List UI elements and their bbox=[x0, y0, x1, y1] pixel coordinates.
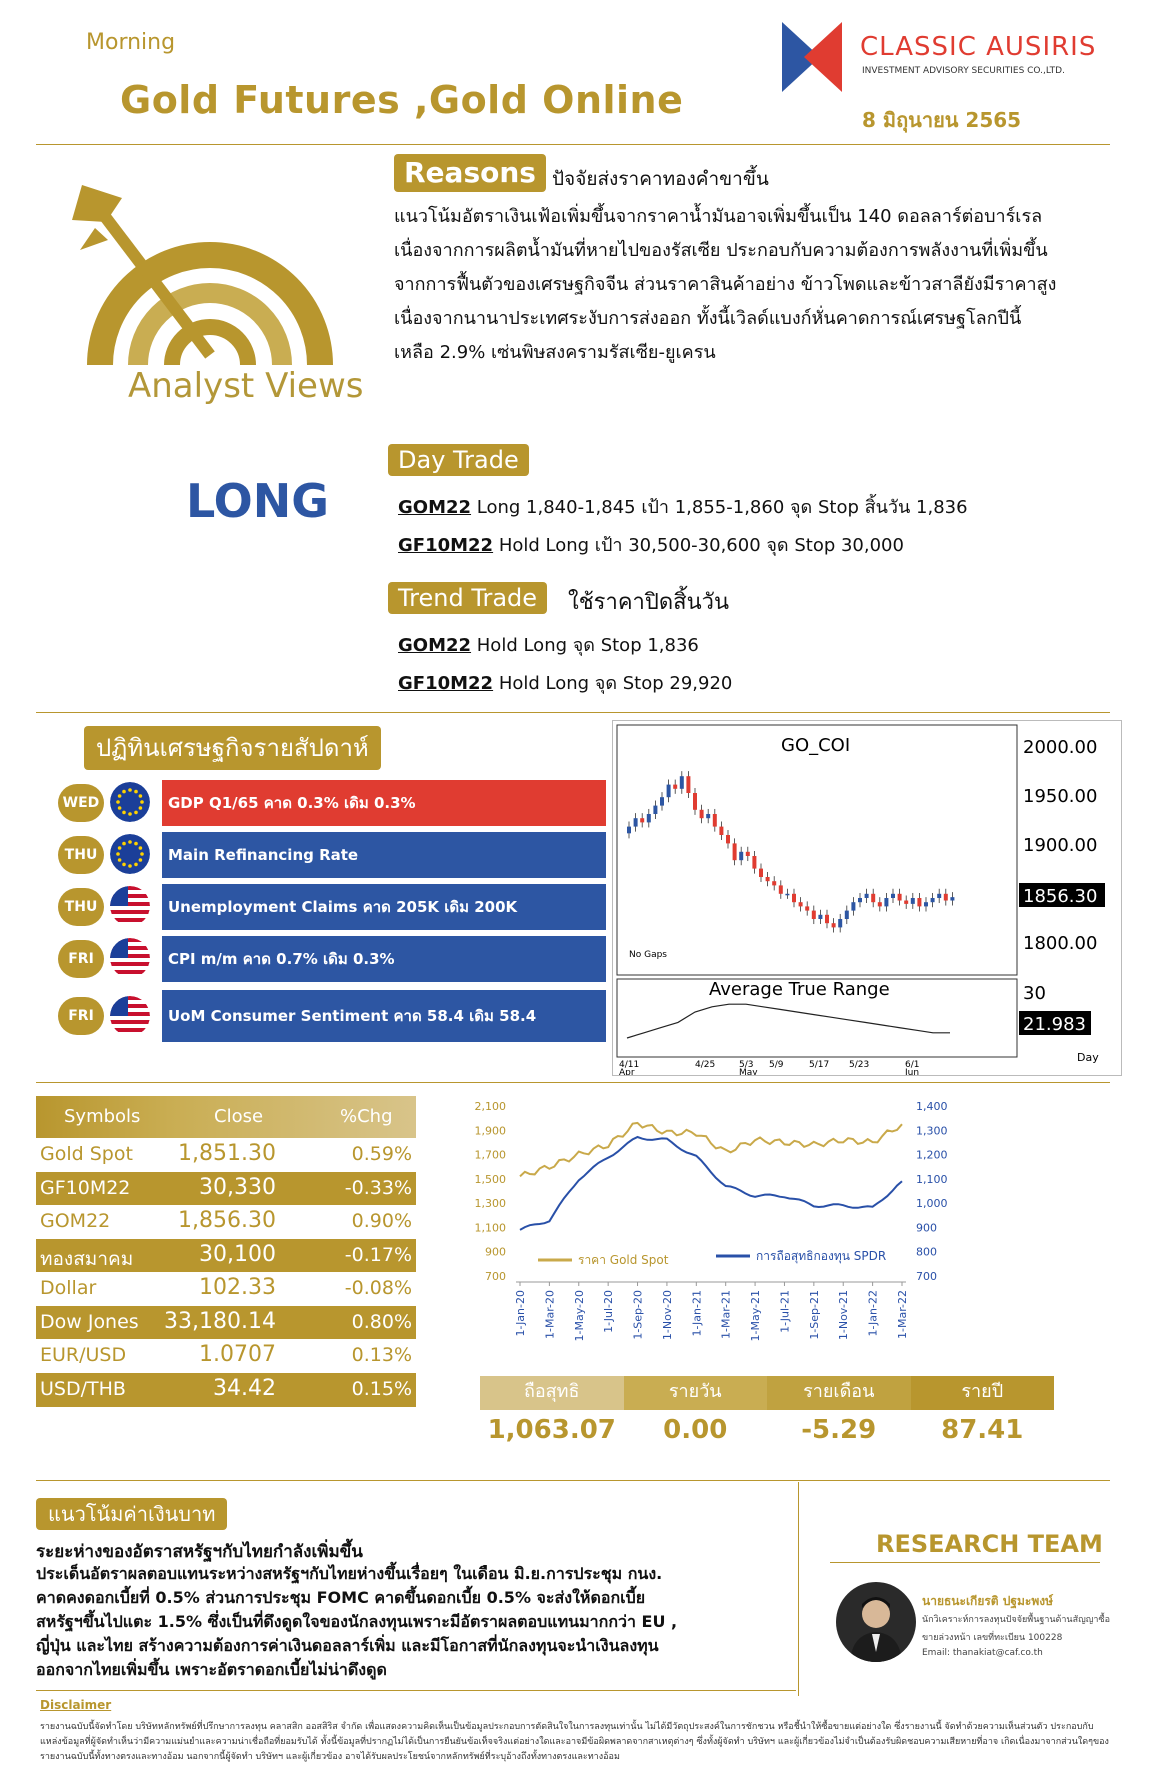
row-close: 1,856.30 bbox=[178, 1208, 276, 1233]
baht-body bbox=[36, 1562, 796, 1682]
legend-gold-spot: ราคา Gold Spot bbox=[578, 1253, 669, 1267]
reasons-heading: ปัจจัยส่งราคาทองคำขาขึ้น bbox=[552, 168, 769, 190]
candle bbox=[693, 793, 697, 810]
row-chg: 0.90% bbox=[351, 1210, 412, 1232]
page-title: Gold Futures ,Gold Online bbox=[120, 78, 684, 122]
last-price-label: 1856.30 bbox=[1023, 886, 1098, 907]
reasons-tag: Reasons bbox=[394, 154, 546, 192]
event-day: FRI bbox=[58, 940, 104, 978]
baht-tag: แนวโน้มค่าเงินบาท bbox=[36, 1498, 227, 1530]
calendar-event bbox=[58, 832, 606, 878]
kicker: Morning bbox=[86, 30, 176, 55]
trend-trade-line bbox=[398, 668, 732, 697]
row-close: 102.33 bbox=[199, 1275, 276, 1300]
candle bbox=[667, 785, 671, 798]
brand-subtitle: INVESTMENT ADVISORY SECURITIES CO.,LTD. bbox=[862, 66, 1065, 76]
brand-logo bbox=[782, 22, 842, 92]
candle bbox=[851, 902, 855, 910]
candle bbox=[746, 852, 750, 856]
row-chg: 0.15% bbox=[351, 1377, 412, 1400]
y-right-tick-label: 900 bbox=[916, 1221, 937, 1235]
x-tick-label: 1-Nov-21 bbox=[837, 1290, 851, 1341]
x-date-label: 5/3 bbox=[739, 1060, 754, 1070]
no-gaps-label: No Gaps bbox=[629, 950, 667, 960]
row-close: 1.0707 bbox=[199, 1342, 276, 1367]
row-symbol: EUR/USD bbox=[40, 1344, 127, 1366]
spdr-value: 1,063.07 bbox=[487, 1415, 616, 1445]
table-row bbox=[36, 1306, 416, 1340]
x-tick-label: 1-Nov-20 bbox=[660, 1290, 674, 1341]
y-left-tick-label: 1,300 bbox=[474, 1197, 506, 1211]
gold-spot-series bbox=[520, 1123, 902, 1177]
candle bbox=[878, 902, 882, 906]
candle bbox=[726, 835, 730, 843]
x-tick-label: 1-Jan-21 bbox=[690, 1290, 704, 1337]
spdr-header: ถือสุทธิ bbox=[480, 1376, 624, 1410]
row-close: 33,180.14 bbox=[164, 1308, 276, 1334]
spdr-value: 87.41 bbox=[941, 1415, 1024, 1445]
x-date-label: 4/11 bbox=[619, 1060, 640, 1070]
gold-spdr-chart bbox=[462, 1090, 1022, 1360]
y-left-tick-label: 1,500 bbox=[474, 1172, 506, 1186]
reasons-line: แนวโน้มอัตราเงินเฟ้อเพิ่มขึ้นจากราคาน้ำมันอาจเพิ่มขึ้นเป็น 140 ดอลลาร์ต่อบาร์เรล bbox=[394, 206, 1043, 227]
spdr-holdings-series bbox=[520, 1137, 902, 1230]
y-left-tick-label: 900 bbox=[485, 1245, 506, 1259]
trend-trade-text: Hold Long จุด Stop 1,836 bbox=[471, 635, 699, 656]
us-flag-icon bbox=[110, 938, 150, 978]
header-chg: %Chg bbox=[340, 1106, 393, 1127]
row-close: 34.42 bbox=[213, 1375, 276, 1401]
candle bbox=[805, 906, 809, 910]
event-day: THU bbox=[58, 836, 104, 874]
candle bbox=[627, 827, 631, 834]
day-trade-text: Long 1,840-1,845 เป้า 1,855-1,860 จุด Stop สิ้นวัน 1,836 bbox=[471, 497, 968, 518]
x-tick-label: 1-Mar-21 bbox=[719, 1290, 733, 1339]
row-close: 30,100 bbox=[199, 1241, 276, 1267]
row-symbol: GF10M22 bbox=[40, 1176, 131, 1199]
us-flag-icon bbox=[110, 996, 150, 1036]
event-text: CPI m/m คาด 0.7% เดิม 0.3% bbox=[162, 936, 606, 982]
candle bbox=[799, 902, 803, 906]
y-left-tick-label: 1,900 bbox=[474, 1124, 506, 1138]
y-right-tick-label: 800 bbox=[916, 1245, 937, 1259]
x-month-label: May bbox=[739, 1068, 758, 1075]
candle bbox=[937, 894, 941, 898]
x-tick-label: 1-Sep-20 bbox=[631, 1290, 645, 1340]
candle bbox=[700, 810, 704, 818]
spdr-header: รายวัน bbox=[624, 1376, 768, 1410]
divider bbox=[36, 1480, 1110, 1481]
x-tick-label: 1-May-20 bbox=[572, 1290, 586, 1342]
calendar-event bbox=[58, 884, 606, 930]
atr-title: Average True Range bbox=[709, 979, 890, 1000]
table-row bbox=[36, 1205, 416, 1240]
candle bbox=[845, 911, 849, 919]
event-day: WED bbox=[58, 784, 104, 822]
x-month-label: Apr bbox=[619, 1068, 635, 1075]
candle bbox=[818, 915, 822, 919]
candle bbox=[911, 898, 915, 904]
candle bbox=[719, 827, 723, 835]
baht-line: สหรัฐฯขึ้นไปแตะ 1.5% ซึ่งเป็นที่ดึงดูดใจของนักลงทุนเพราะมีอัตราผลตอบแทนมากกว่า EU , bbox=[36, 1612, 678, 1631]
divider bbox=[36, 712, 1110, 713]
row-chg: -0.08% bbox=[344, 1277, 412, 1299]
x-date-label: 6/1 bbox=[905, 1060, 920, 1070]
candle bbox=[898, 894, 902, 901]
analyst-email: Email: thanakiat@caf.co.th bbox=[922, 1648, 1043, 1658]
analyst-avatar bbox=[836, 1582, 916, 1662]
reasons-line: เนื่องจากการผลิตน้ำมันที่หายไปของรัสเซีย ประกอบกับความต้องการพลังงานที่เพิ่มขึ้น bbox=[394, 240, 1048, 261]
baht-line: ออกจากไทยเพิ่มขึ้น เพราะอัตราดอกเบี้ยไม่น่าดึงดูด bbox=[36, 1660, 387, 1679]
trend-trade-symbol: GOM22 bbox=[398, 635, 472, 656]
analyst-role: นักวิเคราะห์การลงทุนปัจจัยพื้นฐานด้านสัญญาซื้อ bbox=[922, 1615, 1110, 1625]
analyst-views-label: Analyst Views bbox=[128, 366, 364, 406]
candle bbox=[924, 902, 928, 906]
reasons-line: จากการฟื้นตัวของเศรษฐกิจจีน ส่วนราคาสินค้าอย่าง ข้าวโพดและข้าวสาลียังมีราคาสูง bbox=[394, 274, 1057, 295]
table-row bbox=[36, 1239, 416, 1273]
spdr-header: รายปี bbox=[911, 1376, 1055, 1410]
research-underline bbox=[830, 1562, 1100, 1563]
candle bbox=[706, 814, 710, 818]
day-trade-symbol: GF10M22 bbox=[398, 535, 494, 556]
x-tick-label: 1-Mar-22 bbox=[896, 1290, 909, 1339]
day-trade-line bbox=[398, 492, 968, 521]
x-tick-label: 1-Mar-20 bbox=[543, 1290, 557, 1339]
candle bbox=[950, 897, 954, 900]
candle bbox=[766, 877, 770, 881]
spdr-stats bbox=[480, 1376, 1054, 1450]
y-right-tick-label: 1,300 bbox=[916, 1124, 948, 1138]
table-row bbox=[36, 1172, 416, 1206]
row-symbol: Gold Spot bbox=[40, 1143, 133, 1165]
reasons-line: เนื่องจากนานาประเทศระงับการส่งออก ทั้งนี้เวิลด์แบงก์หั่นคาดการณ์เศรษฐโลกปีนี้ bbox=[394, 308, 1022, 329]
candle bbox=[904, 901, 908, 904]
candle bbox=[686, 776, 690, 793]
day-trade-text: Hold Long เป้า 30,500-30,600 จุด Stop 30,000 bbox=[493, 535, 904, 556]
price-tick: 1950.00 bbox=[1023, 786, 1098, 807]
candle bbox=[838, 919, 842, 927]
candle bbox=[944, 894, 948, 901]
research-title: RESEARCH TEAM bbox=[876, 1530, 1103, 1558]
y-left-tick-label: 2,100 bbox=[474, 1100, 506, 1113]
atr-tick: 30 bbox=[1023, 983, 1046, 1004]
spdr-value-row bbox=[480, 1410, 1054, 1450]
x-date-label: 5/17 bbox=[809, 1060, 830, 1070]
chart-title: GO_COI bbox=[781, 735, 851, 756]
vertical-divider bbox=[798, 1482, 799, 1696]
eu-flag-icon bbox=[110, 834, 150, 874]
header-symbols: Symbols bbox=[64, 1106, 141, 1127]
y-right-tick-label: 1,000 bbox=[916, 1197, 948, 1211]
trend-trade-symbol: GF10M22 bbox=[398, 673, 494, 694]
row-symbol: GOM22 bbox=[40, 1210, 111, 1232]
trend-trade-line bbox=[398, 630, 699, 659]
candle bbox=[812, 911, 816, 919]
x-date-label: 5/9 bbox=[769, 1060, 784, 1070]
day-trade-line bbox=[398, 530, 904, 559]
baht-line: ญี่ปุ่น และไทย สร้างความต้องการค่าเงินดอลลาร์เพิ่ม และมีโอกาสที่นักลงทุนจะนำเงินลงทุน bbox=[36, 1636, 659, 1655]
table-row bbox=[36, 1339, 416, 1374]
candle bbox=[891, 894, 895, 898]
trend-trade-text: Hold Long จุด Stop 29,920 bbox=[493, 673, 733, 694]
baht-underline bbox=[36, 1690, 796, 1691]
row-chg: 0.59% bbox=[351, 1143, 412, 1165]
x-tick-label: 1-Jul-20 bbox=[602, 1290, 616, 1333]
row-symbol: Dollar bbox=[40, 1277, 97, 1299]
candle bbox=[660, 797, 664, 805]
row-symbol: Dow Jones bbox=[40, 1310, 139, 1333]
event-text: UoM Consumer Sentiment คาด 58.4 เดิม 58.4 bbox=[162, 990, 606, 1042]
candle bbox=[785, 894, 789, 896]
candle bbox=[931, 898, 935, 902]
x-tick-label: 1-Jan-22 bbox=[866, 1290, 880, 1337]
candle bbox=[733, 843, 737, 860]
trend-trade-heading: ใช้ราคาปิดสิ้นวัน bbox=[568, 590, 730, 615]
row-close: 30,330 bbox=[199, 1174, 276, 1200]
divider bbox=[36, 1082, 1110, 1083]
candle bbox=[865, 894, 869, 898]
disclaimer-title: Disclaimer bbox=[40, 1698, 112, 1712]
candle bbox=[759, 869, 763, 877]
candle bbox=[917, 898, 921, 906]
table-row bbox=[36, 1138, 416, 1173]
row-close: 1,851.30 bbox=[178, 1141, 276, 1166]
candle bbox=[673, 785, 677, 789]
candle bbox=[825, 915, 829, 923]
y-left-tick-label: 1,100 bbox=[474, 1221, 506, 1235]
table-row bbox=[36, 1373, 416, 1407]
row-symbol: USD/THB bbox=[40, 1377, 126, 1400]
x-tick-label: 1-May-21 bbox=[749, 1290, 763, 1342]
table-header bbox=[36, 1096, 416, 1138]
spdr-value: 0.00 bbox=[663, 1415, 728, 1445]
candle bbox=[871, 894, 875, 902]
candle bbox=[792, 894, 796, 902]
candle bbox=[680, 776, 684, 789]
price-tick: 1900.00 bbox=[1023, 835, 1098, 856]
x-date-label: 4/25 bbox=[695, 1060, 716, 1070]
row-chg: -0.33% bbox=[344, 1176, 412, 1199]
calendar-event bbox=[58, 936, 606, 982]
x-month-label: Jun bbox=[905, 1068, 920, 1075]
calendar-event bbox=[58, 780, 606, 826]
x-date-label: 5/23 bbox=[849, 1060, 870, 1070]
candle bbox=[779, 885, 783, 893]
event-day: THU bbox=[58, 888, 104, 926]
event-text: Main Refinancing Rate bbox=[162, 832, 606, 878]
row-chg: -0.17% bbox=[344, 1243, 412, 1266]
candle bbox=[647, 814, 651, 822]
candle bbox=[739, 852, 743, 860]
symbols-table bbox=[36, 1096, 416, 1138]
period-label: Day bbox=[1077, 1051, 1099, 1064]
candle bbox=[858, 898, 862, 902]
candle bbox=[772, 881, 776, 885]
candle bbox=[640, 818, 644, 822]
event-text: GDP Q1/65 คาด 0.3% เดิม 0.3% bbox=[162, 780, 606, 826]
candle bbox=[713, 814, 717, 827]
calendar-event bbox=[58, 990, 606, 1042]
spdr-header: รายเดือน bbox=[767, 1376, 911, 1410]
y-right-tick-label: 1,100 bbox=[916, 1172, 948, 1186]
candle bbox=[884, 898, 888, 906]
candle bbox=[752, 856, 756, 869]
divider bbox=[36, 144, 1110, 145]
baht-line: คาดคงดอกเบี้ยที่ 0.5% ส่วนการประชุม FOMC คาดขึ้นดอกเบี้ย 0.5% จะส่งให้ดอกเบี้ย bbox=[36, 1588, 646, 1607]
baht-headline: ระยะห่างของอัตราสหรัฐฯกับไทยกำลังเพิ่มขึ้น bbox=[36, 1542, 363, 1562]
y-left-tick-label: 700 bbox=[485, 1270, 506, 1283]
table-row bbox=[36, 1272, 416, 1307]
stance-label: LONG bbox=[186, 474, 330, 528]
eu-flag-icon bbox=[110, 782, 150, 822]
disclaimer-text: รายงานฉบับนี้จัดทำโดย บริษัทหลักทรัพย์ที่ปรึกษาการลงทุน คลาสสิก ออสสิริส จำกัด เพื่อแสดงความคิดเห็นเป็นข้อมูลประกอบการตัดสินใจในการลงทุนเท่านั้น ไม่ได้มีวัตถุประสงค์ในการชักชวน หรือชี้นำให้ซื้อขายแต่อย่างใด ซึ่งรายงานนี้ จัดทำด้วยความเห็นส่วนตัว ประกอบกับแหล่งข้อมูลที่ผู้จัดทำเห็นว่ามีความแม่นยำและความน่าเชื่อถือที่ยอมรับได้ ทั้งนี้ข้อมูลที่ปรากฏไม่ได้เป็นการยืนยันข้อเท็จจริงแต่อย่างใดและอาจมีข้อผิดพลาดจากสาเหตุต่างๆ ซึ่งทั้งผู้จัดทำ บริษัทฯ และผู้เกี่ยวข้องไม่จำเป็นต้องรับผิดชอบความเสียหายที่อาจ เกิดเนื่องมาจากส่วนใดๆของรายงานฉบับนี้ทั้งทางตรงและทางอ้อม นอกจากนี้ผู้จัดทำ บริษัทฯ และผู้เกี่ยวข้อง อาจได้รับผลประโยชน์จากหลักทรัพย์ที่ระบุอ้างถึงทั้งทางตรงและทางอ้อม bbox=[40, 1722, 1109, 1762]
row-chg: 0.80% bbox=[351, 1310, 412, 1333]
day-trade-tag: Day Trade bbox=[388, 444, 529, 476]
y-right-tick-label: 1,400 bbox=[916, 1100, 948, 1113]
x-tick-label: 1-Sep-21 bbox=[807, 1290, 821, 1340]
us-flag-icon bbox=[110, 886, 150, 926]
candle bbox=[634, 818, 638, 826]
y-right-tick-label: 700 bbox=[916, 1270, 937, 1283]
row-symbol: ทองสมาคม bbox=[40, 1247, 134, 1270]
candlestick-chart bbox=[612, 720, 1122, 1076]
y-left-tick-label: 1,700 bbox=[474, 1148, 506, 1162]
candle bbox=[653, 806, 657, 814]
brand-name: CLASSIC AUSIRIS bbox=[860, 32, 1097, 62]
candle bbox=[832, 923, 836, 927]
x-tick-label: 1-Jan-20 bbox=[514, 1290, 527, 1337]
spdr-header-row bbox=[480, 1376, 1054, 1410]
y-right-tick-label: 1,200 bbox=[916, 1148, 948, 1162]
day-trade-symbol: GOM22 bbox=[398, 497, 472, 518]
legend-spdr: การถือสุทธิกองทุน SPDR bbox=[756, 1249, 887, 1263]
header-close: Close bbox=[214, 1106, 264, 1127]
calendar-title: ปฏิทินเศรษฐกิจรายสัปดาห์ bbox=[84, 726, 381, 770]
analyst-license: ขายล่วงหน้า เลขที่ทะเบียน 100228 bbox=[922, 1633, 1063, 1643]
price-tick: 2000.00 bbox=[1023, 737, 1098, 758]
baht-line: ประเด็นอัตราผลตอบแทนระหว่างสหรัฐฯกับไทยห่างขึ้นเรื่อยๆ ในเดือน มิ.ย.การประชุม กนง. bbox=[36, 1564, 663, 1583]
price-tick: 1800.00 bbox=[1023, 933, 1098, 954]
spdr-value: -5.29 bbox=[801, 1415, 877, 1445]
event-day: FRI bbox=[58, 997, 104, 1035]
analyst-target-logo bbox=[60, 180, 360, 370]
event-text: Unemployment Claims คาด 205K เดิม 200K bbox=[162, 884, 606, 930]
reasons-body bbox=[394, 200, 1114, 370]
analyst-name: นายธนะเกียรติ ปฐมะพงษ์ bbox=[922, 1594, 1054, 1608]
trend-trade-tag: Trend Trade bbox=[388, 582, 547, 614]
atr-value-label: 21.983 bbox=[1023, 1014, 1086, 1035]
row-chg: 0.13% bbox=[351, 1344, 412, 1366]
report-date: 8 มิถุนายน 2565 bbox=[862, 108, 1022, 132]
reasons-line: เหลือ 2.9% เซ่นพิษสงครามรัสเซีย-ยูเครน bbox=[394, 342, 716, 363]
x-tick-label: 1-Jul-21 bbox=[778, 1290, 792, 1333]
